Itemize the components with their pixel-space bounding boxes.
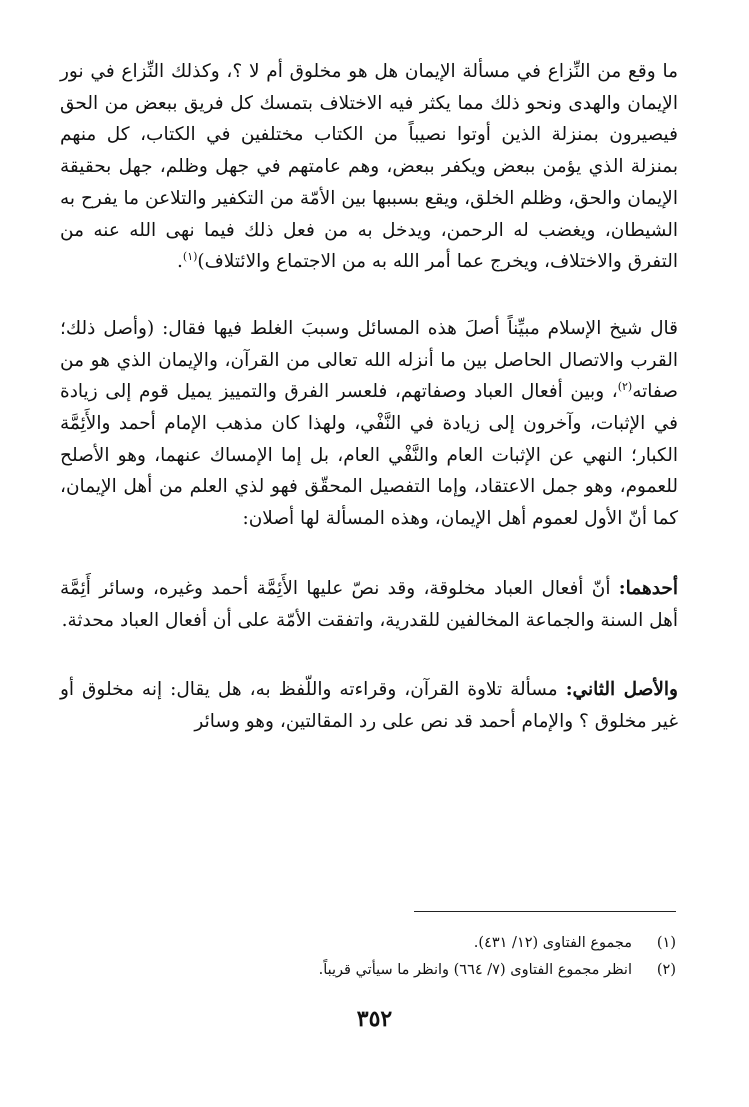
paragraph-3: [60, 573, 678, 636]
paragraph-1-text: ما وقع من النِّزاع في مسألة الإيمان هل هو مخلوق أم لا ؟، وكذلك النِّزاع في نور الإيمان والهدى ونحو ذلك مما يكثر فيه الاختلاف بتمسك كل فريق ببعض من الحق فيصيرون بمنزلة الذين أوتوا نصيباً من الكتاب مختلفين في الكتاب، كل منهم بمنزلة الذي يؤمن ببعض ويكفر ببعض، وهم عامتهم في جهل وظلم، جهل بحقيقة الإيمان والحق، وظلم الخلق، ويقع بسببها بين الأمّة من التكفير والتلاعن ما يفرح به الشيطان، ويغضب له الرحمن، ويدخل به من فعل ذلك فيما نهى الله عنه من التفرق والاختلاف، ويخرج عما أمر الله به من الاجتماع والائتلاف): [60, 61, 678, 273]
footnote-ref-1[interactable]: (١): [182, 250, 198, 264]
paragraph-2-text-a: قال شيخ الإسلام مبيِّناً أصلَ هذه المسائل وسببَ الغلط فيها فقال: (وأصل ذلك؛ القرب والاتصال الحاصل بين ما أنزله الله تعالى من القرآن، والإيمان الذي هو من صفاته: [60, 317, 678, 403]
paragraph-1-end: .: [177, 251, 183, 273]
paragraph-1: [60, 56, 678, 278]
paragraph-3-lead: أحدهما:: [618, 577, 678, 599]
footnote-1-number: (١): [656, 935, 676, 951]
page-body: [60, 56, 678, 738]
footnote-1: [76, 930, 676, 957]
paragraph-4: [60, 674, 678, 737]
footnote-divider: [414, 911, 676, 912]
paragraph-2-text-b: ، وبين أفعال العباد وصفاتهم، فلعسر الفرق والتمييز يميل قوم إلى زيادة في الإثبات، وآخرون إلى زيادة في النَّفْي، ولهذا كان مذهب الإمام أحمد والأَئِمَّة الكبار؛ النهي عن الإثبات العام والنَّفْي العام، بل إما الإمساك عنهما، وهو الأصلح للعموم، وهو جمل الاعتقاد، وإما التفصيل المحقّق فهو لذي العلم من أهل الإيمان، كما أنّ الأول لعموم أهل الإيمان، وهذه المسألة لها أصلان:: [60, 381, 678, 530]
page-number: ٣٥٢: [356, 1006, 393, 1032]
footnote-ref-2[interactable]: (٢): [617, 380, 633, 394]
footnote-1-text: مجموع الفتاوى (١٢/ ٤٣١).: [473, 935, 632, 951]
paragraph-4-text: مسألة تلاوة القرآن، وقراءته واللّفظ به، هل يقال: إنه مخلوق أو غير مخلوق ؟ والإمام أحمد قد نص على رد المقالتين، وهو وسائر: [60, 679, 678, 732]
paragraph-3-text: أنّ أفعال العباد مخلوقة، وقد نصّ عليها الأَئِمَّة أحمد وغيره، وسائر أَئِمَّة أهل السنة والجماعة المخالفين للقدرية، واتفقت الأمّة على أن أفعال العباد محدثة.: [60, 577, 678, 631]
footnotes: [76, 930, 676, 984]
footnote-2: [76, 957, 676, 984]
footnote-2-text: انظر مجموع الفتاوى (٧/ ٦٦٤) وانظر ما سيأتي قريباً.: [318, 962, 632, 978]
paragraph-4-lead: والأصل الثاني:: [565, 679, 678, 701]
paragraph-2: [60, 313, 678, 535]
footnote-2-number: (٢): [656, 962, 676, 978]
